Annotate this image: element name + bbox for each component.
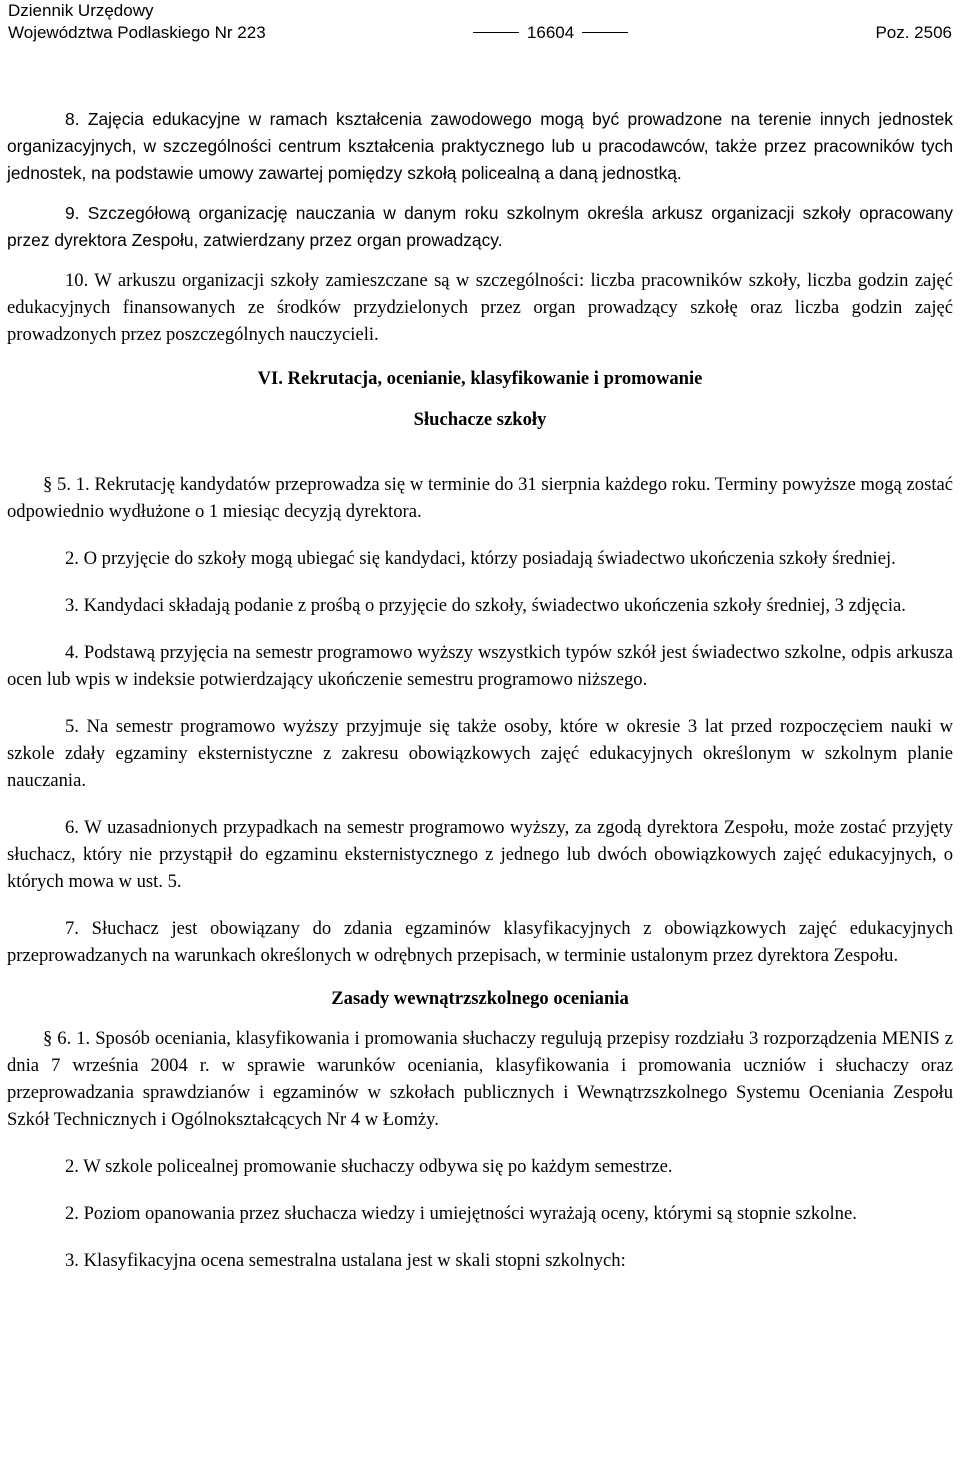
sec6-paragraph-3: 3. Klasyfikacyjna ocena semestralna ustalana jest w skali stopni szkolnych: [65,1250,626,1271]
sec5-paragraph-4: 4. Podstawą przyjęcia na semestr programowo wyższy wszystkich typów szkół jest świadectwo szkolne, odpis arkusza ocen lub wpis w indeksie potwierdzający ukończenie semestru programowo niższego. [7,642,953,690]
sec5-paragraph-1: § 5. 1. Rekrutację kandydatów przeprowadza się w terminie do 31 sierpnia każdego roku. Terminy powyższe mogą zostać odpowiednio wydłużone o 1 miesiąc decyzją dyrektora. [7,474,953,522]
sec6-paragraph-2b: 2. Poziom opanowania przez słuchacza wiedzy i umiejętności wyrażają oceny, którymi są stopnie szkolne. [65,1203,857,1224]
paragraph-9: 9. Szczegółową organizację nauczania w danym roku szkolnym określa arkusz organizacji szkoły opracowany przez dyrektora Zespołu, zatwierdzany przez organ prowadzący. [7,203,953,250]
section-vi-subtitle: Słuchacze szkoły [413,409,547,430]
paragraph-10: 10. W arkuszu organizacji szkoły zamieszczane są w szczególności: liczba pracowników szkoły, liczba godzin zajęć edukacyjnych finansowanych ze środków przydzielonych przez organ prowadzący szkołę oraz liczba godzin zajęć prowadzonych przez poszczególnych nauczycieli. [7,270,953,345]
sec6-paragraph-1: § 6. 1. Sposób oceniania, klasyfikowania i promowania słuchaczy regulują przepisy rozdziału 3 rozporządzenia MENIS z dnia 7 września 2004 r. w sprawie warunków oceniania, klasyfikowania i promowania uczniów i słuchaczy oraz przeprowadzania sprawdzianów i egzaminów w szkołach publicznych i Wewnątrzszkolnego Systemu Oceniania Zespołu Szkół Technicznych i Ogólnokształcących Nr 4 w Łomży. [7,1028,953,1130]
sec5-paragraph-3: 3. Kandydaci składają podanie z prośbą o przyjęcie do szkoły, świadectwo ukończenia szkoły średniej, 3 zdjęcia. [65,595,906,616]
document-body [7,106,953,1274]
sec5-paragraph-5: 5. Na semestr programowo wyższy przyjmuje się także osoby, które w okresie 3 lat przed rozpoczęciem nauki w szkole zdały egzaminy eksternistyczne z zakresu obowiązkowych zajęć edukacyjnych określonym w szkolnym planie nauczania. [7,716,953,791]
sec5-paragraph-7: 7. Słuchacz jest obowiązany do zdania egzaminów klasyfikacyjnych z obowiązkowych zajęć edukacyjnych przeprowadzanych na warunkach określonych w odrębnych przepisach, w terminie ustalonym przez dyrektora Zespołu. [7,918,953,966]
position-number: Poz. 2506 [875,23,952,42]
sec5-paragraph-6: 6. W uzasadnionych przypadkach na semestr programowo wyższy, za zgodą dyrektora Zespołu, może zostać przyjęty słuchacz, który nie przystąpił do egzaminu eksternistycznego z jednego lub dwóch obowiązkowych zajęć edukacyjnych, o których mowa w ust. 5. [7,817,953,892]
page-header [8,0,952,44]
paragraph-8: 8. Zajęcia edukacyjne w ramach kształcenia zawodowego mogą być prowadzone na terenie innych jednostek organizacyjnych, w szczególności centrum kształcenia praktycznego lub u pracodawców, także przez pracowników tych jednostek, na podstawie umowy zawartej pomiędzy szkołą policealną a daną jednostką. [7,109,953,183]
page-number-dash-right [582,32,628,33]
sec6-paragraph-2a: 2. W szkole policealnej promowanie słuchaczy odbywa się po każdym semestrze. [65,1156,673,1177]
sec5-paragraph-2: 2. O przyjęcie do szkoły mogą ubiegać się kandydaci, którzy posiadają świadectwo ukończenia szkoły średniej. [65,548,896,569]
assessment-title: Zasady wewnątrzszkolnego oceniania [331,988,629,1009]
journal-title: Dziennik Urzędowy [8,1,154,20]
header-line-2 [8,22,952,44]
journal-subtitle: Województwa Podlaskiego Nr 223 [8,23,266,42]
page-number-dash-left [473,32,519,33]
header-line-1 [8,0,952,22]
section-vi-title: VI. Rekrutacja, ocenianie, klasyfikowanie i promowanie [257,368,703,389]
page-number: 16604 [526,23,575,42]
page-number-block [266,22,876,44]
